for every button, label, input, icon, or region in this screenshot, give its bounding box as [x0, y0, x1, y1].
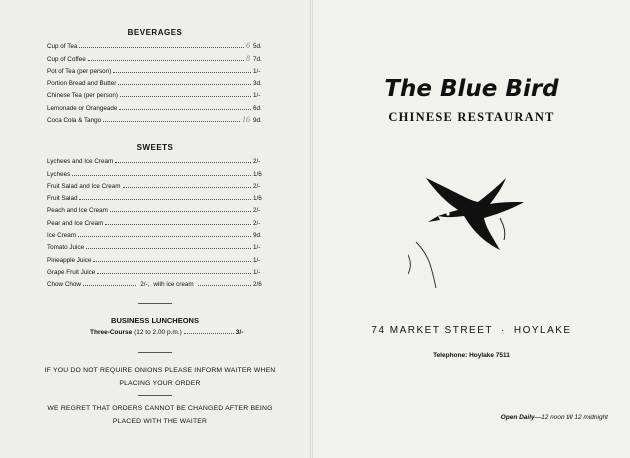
menu-item: Coca Cola & Tango 16 9d.: [47, 115, 262, 125]
menu-item: Grape Fruit Juice 1/-: [47, 268, 261, 276]
menu-item: Cup of Tea 6 5d.: [47, 41, 262, 51]
restaurant-name: The Blue Bird: [384, 76, 559, 102]
menu-item: Ice Cream 9d.: [47, 232, 262, 240]
menu-item: Portion Bread and Butter 3d.: [47, 80, 262, 88]
orders-notice: WE REGRET THAT ORDERS CANNOT BE CHANGED AFTER BEING PLACED WITH THE WAITER: [47, 405, 273, 425]
menu-cover-page: [313, 0, 630, 458]
onions-notice: IF YOU DO NOT REQUIRE ONIONS PLEASE INFORM WAITER WHEN PLACING YOUR ORDER: [44, 367, 276, 387]
beverages-heading: BEVERAGES: [127, 28, 183, 37]
menu-item: Lemonade or Orangeade 6d.: [47, 104, 262, 112]
handwritten-mark: 8: [246, 53, 250, 63]
menu-item-chow-chow: Chow Chow 2/-; with ice cream 2/6: [47, 281, 262, 289]
menu-item: Peach and Ice Cream 2/-: [47, 207, 261, 215]
menu-item: Lychees and Ice Cream 2/-: [47, 158, 261, 166]
restaurant-subtitle: CHINESE RESTAURANT: [388, 110, 555, 124]
luncheon-offer: Three-Course (12 to 2.00 p.m.) 3/-: [90, 329, 244, 336]
menu-item: Fruit Salad and Ice Cream 2/-: [47, 182, 261, 190]
menu-item: Fruit Salad 1/6: [47, 195, 262, 203]
restaurant-address: 74 MARKET STREET · HOYLAKE: [371, 325, 572, 336]
business-luncheons-heading: BUSINESS LUNCHEONS: [111, 316, 199, 325]
handwritten-mark: 16: [242, 115, 250, 125]
menu-item: Chinese Tea (per person) 1/-: [47, 92, 261, 100]
menu-item: Cup of Coffee 8 7d.: [47, 53, 262, 63]
sweets-heading: SWEETS: [136, 143, 174, 152]
menu-item: Pineapple Juice 1/-: [47, 256, 261, 264]
handwritten-mark: 6: [246, 41, 250, 51]
divider: [138, 352, 172, 353]
menu-inside-page: [0, 0, 310, 458]
divider: [138, 303, 172, 304]
menu-item: Pot of Tea (per person) 1/-: [47, 67, 261, 75]
sweets-list: [47, 153, 271, 288]
menu-item: Pear and Ice Cream 2/-: [47, 219, 261, 227]
opening-hours: Open Daily—12 noon till 12 midnight: [500, 414, 608, 421]
swallow-bird-icon: [408, 170, 538, 310]
divider: [138, 395, 172, 396]
telephone: Telephone: Hoylake 7511: [433, 352, 510, 359]
menu-item: Tomato Juice 1/-: [47, 244, 261, 252]
beverages-list: [47, 38, 271, 124]
menu-item: Lychees 1/6: [47, 170, 262, 178]
